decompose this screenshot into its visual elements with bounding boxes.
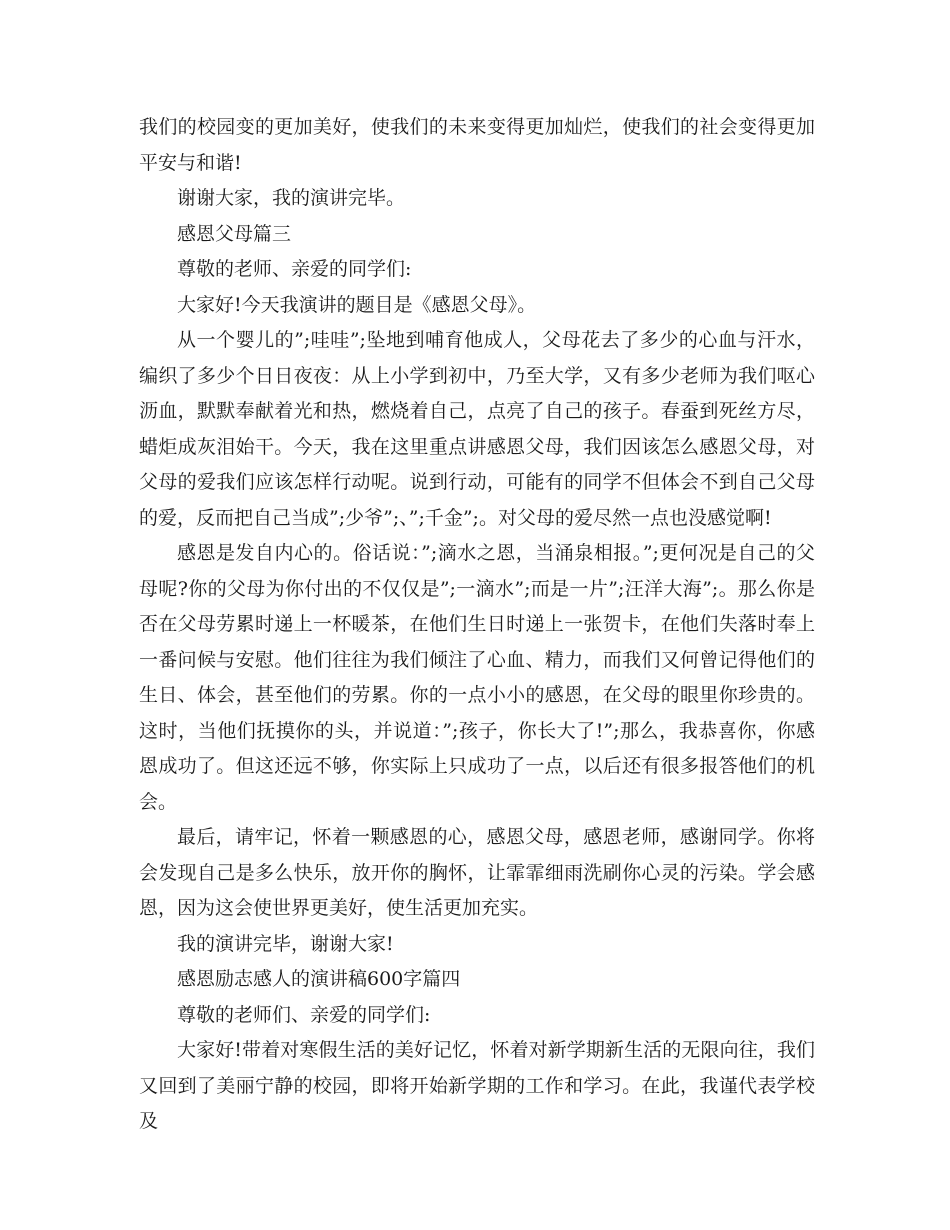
section-heading: 感恩父母篇三 — [177, 222, 292, 245]
paragraph: 谢谢大家，我的演讲完毕。 — [177, 187, 406, 209]
paragraph: 从一个婴儿的”;哇哇”;坠地到哺育他成人，父母花去了多少的心血与汗水，编织了多少个日日夜夜：从上小学到初中，乃至大学，又有多少老师为我们呕心沥血，默默奉献着光和热，燃烧着自己，点亮了自己的孩子。春蚕到死丝方尽，蜡炬成灰泪始干。今天，我在这里重点讲感恩父母，我们因该怎么感恩父母，对父母的爱我们应该怎样行动呢。说到行动，可能有的同学不但体会不到自己父母的爱，反而把自己当成”;少爷”;、”;千金”;。对父母的爱尽然一点也没感觉啊! — [139, 329, 815, 529]
section-heading: 感恩励志感人的演讲稿600字篇四 — [177, 968, 461, 990]
paragraph: 最后，请牢记，怀着一颗感恩的心，感恩父母，感恩老师，感谢同学。你将会发现自己是多么快乐，放开你的胸怀，让霏霏细雨洗刷你心灵的污染。学会感恩，因为这会使世界更美好，使生活更加充实。 — [139, 826, 815, 919]
paragraph: 感恩是发自内心的。俗话说：”;滴水之恩，当涌泉相报。”;更何况是自己的父母呢?你的父母为你付出的不仅仅是”;一滴水”;而是一片”;汪洋大海”;。那么你是否在父母劳累时递上一杯暖茶，在他们生日时递上一张贺卡，在他们失落时奉上一番问候与安慰。他们往往为我们倾注了心血、精力，而我们又何曾记得他们的生日、体会，甚至他们的劳累。你的一点小小的感恩，在父母的眼里你珍贵的。这时，当他们抚摸你的头，并说道：”;孩子，你长大了!”;那么，我恭喜你，你感恩成功了。但这还远不够，你实际上只成功了一点，以后还有很多报答他们的机会。 — [139, 542, 815, 813]
paragraph: 我们的校园变的更加美好，使我们的未来变得更加灿烂，使我们的社会变得更加平安与和谐! — [139, 116, 815, 174]
paragraph: 大家好!带着对寒假生活的美好记忆，怀着对新学期新生活的无限向往，我们又回到了美丽宁静的校园，即将开始新学期的工作和学习。在此，我谨代表学校及 — [139, 1039, 815, 1132]
salutation: 尊敬的老师、亲爱的同学们: — [177, 258, 412, 280]
salutation: 尊敬的老师们、亲爱的同学们: — [177, 1003, 431, 1026]
paragraph: 我的演讲完毕，谢谢大家! — [177, 932, 394, 955]
document-body — [139, 110, 815, 1140]
paragraph: 大家好!今天我演讲的题目是《感恩父母》。 — [177, 293, 537, 316]
